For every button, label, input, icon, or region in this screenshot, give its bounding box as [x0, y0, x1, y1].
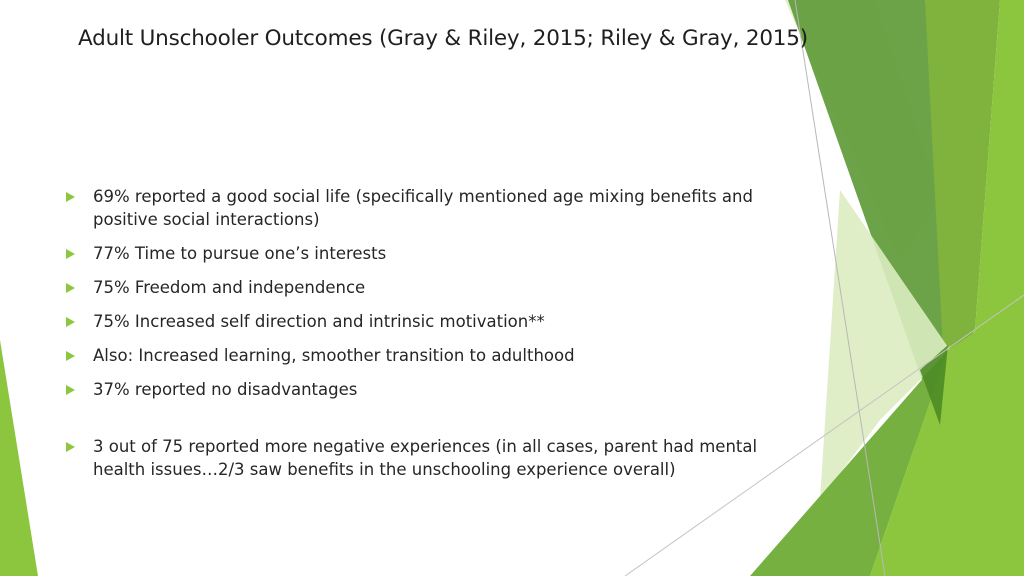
triangle-right-icon	[66, 442, 75, 452]
facet-left-sliver	[0, 340, 38, 576]
triangle-right-icon	[66, 351, 75, 361]
bullet-text: 37% reported no disadvantages	[93, 380, 358, 399]
bullet-item	[64, 344, 784, 367]
bullet-text: 75% Freedom and independence	[93, 278, 366, 297]
bullet-item	[64, 378, 784, 401]
bullet-item	[64, 435, 784, 481]
triangle-right-icon	[66, 192, 75, 202]
bullet-text: Also: Increased learning, smoother transition to adulthood	[93, 346, 575, 365]
bullet-text: 77% Time to pursue one’s interests	[93, 244, 387, 263]
triangle-right-icon	[66, 249, 75, 259]
triangle-right-icon	[66, 317, 75, 327]
slide-title: Adult Unschooler Outcomes (Gray & Riley, 2015; Riley & Gray, 2015)	[78, 26, 808, 51]
bullet-list	[64, 185, 784, 492]
triangle-right-icon	[66, 385, 75, 395]
bullet-item	[64, 310, 784, 333]
bullet-text: 69% reported a good social life (specifically mentioned age mixing benefits and positive social interactions)	[93, 187, 753, 229]
bullet-item	[64, 185, 784, 231]
bullet-item	[64, 276, 784, 299]
triangle-right-icon	[66, 283, 75, 293]
bullet-text: 75% Increased self direction and intrinsic motivation**	[93, 312, 545, 331]
bullet-item	[64, 242, 784, 265]
bullet-text: 3 out of 75 reported more negative experiences (in all cases, parent had mental health issues…2/3 saw benefits in the unschooling experience overall)	[93, 437, 758, 479]
